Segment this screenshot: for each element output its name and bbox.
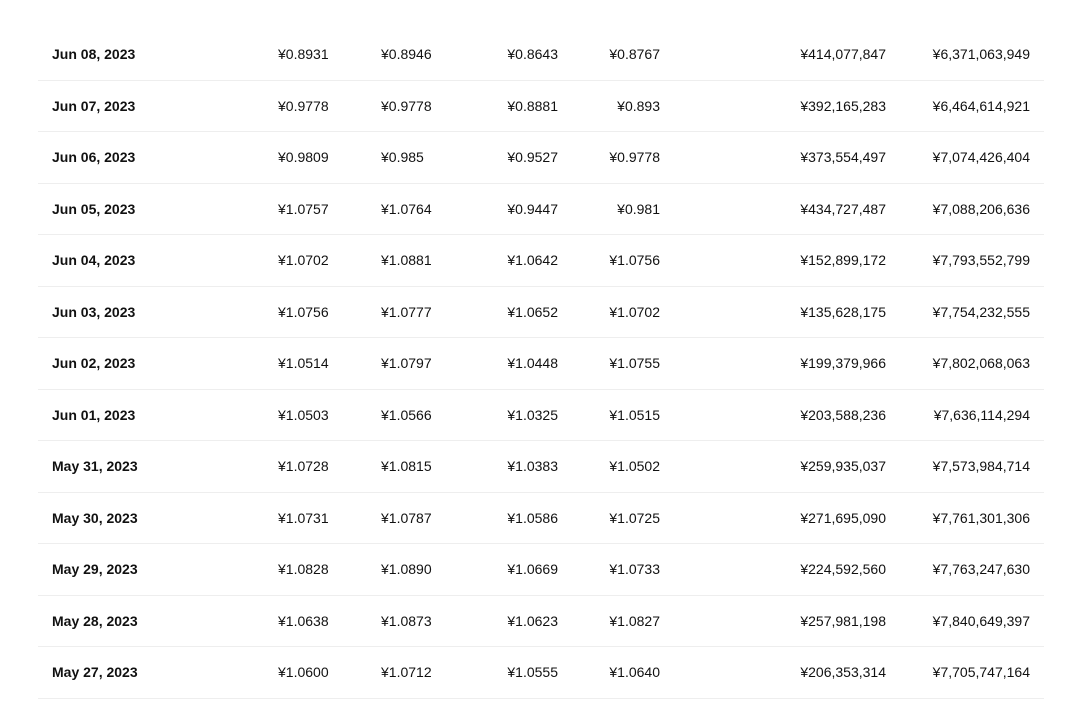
market-cap-cell: ¥6,371,063,949: [932, 46, 1030, 62]
table-row: [38, 29, 1044, 81]
market-cap-cell: ¥6,464,614,921: [932, 97, 1030, 114]
open-cell: ¥0.8931: [278, 46, 329, 62]
close-cell: ¥0.981: [617, 200, 660, 217]
volume-cell: ¥152,899,172: [800, 252, 886, 268]
volume-cell: ¥199,379,966: [800, 355, 886, 371]
close-cell: ¥1.0756: [609, 252, 660, 268]
volume-cell: ¥373,554,497: [800, 149, 886, 165]
high-cell: ¥1.0787: [381, 509, 432, 526]
open-cell: ¥1.0638: [278, 612, 329, 629]
date-cell: Jun 05, 2023: [52, 200, 136, 217]
low-cell: ¥1.0325: [507, 406, 558, 423]
table-row: [38, 441, 1044, 493]
date-cell: Jun 02, 2023: [52, 355, 136, 371]
market-cap-cell: ¥7,763,247,630: [932, 561, 1030, 577]
date-cell: Jun 07, 2023: [52, 97, 136, 114]
date-cell: Jun 06, 2023: [52, 149, 136, 165]
low-cell: ¥1.0669: [507, 561, 558, 577]
low-cell: ¥1.0623: [507, 612, 558, 629]
low-cell: ¥1.0448: [507, 355, 558, 371]
table-row: [38, 647, 1044, 699]
table-row: [38, 338, 1044, 390]
open-cell: ¥0.9809: [278, 149, 329, 165]
volume-cell: ¥271,695,090: [800, 509, 886, 526]
low-cell: ¥0.9527: [507, 149, 558, 165]
open-cell: ¥0.9778: [278, 97, 329, 114]
close-cell: ¥0.8767: [609, 46, 660, 62]
close-cell: ¥1.0733: [609, 561, 660, 577]
close-cell: ¥1.0640: [609, 664, 660, 680]
market-cap-cell: ¥7,840,649,397: [932, 612, 1030, 629]
date-cell: Jun 03, 2023: [52, 303, 136, 320]
open-cell: ¥1.0702: [278, 252, 329, 268]
volume-cell: ¥135,628,175: [800, 303, 886, 320]
high-cell: ¥0.9778: [381, 97, 432, 114]
high-cell: ¥1.0881: [381, 252, 432, 268]
volume-cell: ¥434,727,487: [800, 200, 886, 217]
open-cell: ¥1.0756: [278, 303, 329, 320]
low-cell: ¥1.0652: [507, 303, 558, 320]
low-cell: ¥0.9447: [507, 200, 558, 217]
table-row: [38, 81, 1044, 133]
high-cell: ¥1.0566: [381, 406, 432, 423]
open-cell: ¥1.0600: [278, 664, 329, 680]
date-cell: May 29, 2023: [52, 561, 138, 577]
table-row: [38, 493, 1044, 545]
low-cell: ¥0.8881: [507, 97, 558, 114]
open-cell: ¥1.0728: [278, 458, 329, 474]
volume-cell: ¥203,588,236: [800, 406, 886, 423]
volume-cell: ¥392,165,283: [800, 97, 886, 114]
date-cell: May 30, 2023: [52, 509, 138, 526]
table-row: [38, 544, 1044, 596]
market-cap-cell: ¥7,074,426,404: [932, 149, 1030, 165]
date-cell: May 31, 2023: [52, 458, 138, 474]
table-row: [38, 184, 1044, 236]
volume-cell: ¥224,592,560: [800, 561, 886, 577]
open-cell: ¥1.0514: [278, 355, 329, 371]
volume-cell: ¥257,981,198: [800, 612, 886, 629]
table-row: [38, 287, 1044, 339]
table-row: [38, 235, 1044, 287]
volume-cell: ¥259,935,037: [800, 458, 886, 474]
date-cell: May 28, 2023: [52, 612, 138, 629]
open-cell: ¥1.0828: [278, 561, 329, 577]
low-cell: ¥0.8643: [507, 46, 558, 62]
high-cell: ¥1.0712: [381, 664, 432, 680]
close-cell: ¥1.0702: [609, 303, 660, 320]
market-cap-cell: ¥7,636,114,294: [933, 406, 1030, 423]
high-cell: ¥1.0815: [381, 458, 432, 474]
low-cell: ¥1.0383: [507, 458, 558, 474]
close-cell: ¥0.9778: [609, 149, 660, 165]
date-cell: Jun 01, 2023: [52, 406, 136, 423]
close-cell: ¥1.0725: [609, 509, 660, 526]
high-cell: ¥1.0873: [381, 612, 432, 629]
open-cell: ¥1.0757: [278, 200, 329, 217]
close-cell: ¥1.0755: [609, 355, 660, 371]
close-cell: ¥1.0827: [609, 612, 660, 629]
high-cell: ¥0.8946: [381, 46, 432, 62]
high-cell: ¥0.985: [381, 149, 424, 165]
date-cell: Jun 08, 2023: [52, 46, 136, 62]
date-cell: Jun 04, 2023: [52, 252, 136, 268]
market-cap-cell: ¥7,761,301,306: [932, 509, 1030, 526]
high-cell: ¥1.0797: [381, 355, 432, 371]
date-cell: May 27, 2023: [52, 664, 138, 680]
market-cap-cell: ¥7,802,068,063: [932, 355, 1030, 371]
close-cell: ¥1.0515: [609, 406, 660, 423]
volume-cell: ¥206,353,314: [800, 664, 886, 680]
table-row: [38, 596, 1044, 648]
high-cell: ¥1.0764: [381, 200, 432, 217]
low-cell: ¥1.0555: [507, 664, 558, 680]
market-cap-cell: ¥7,573,984,714: [932, 458, 1030, 474]
open-cell: ¥1.0731: [278, 509, 329, 526]
open-cell: ¥1.0503: [278, 406, 329, 423]
close-cell: ¥0.893: [617, 97, 660, 114]
market-cap-cell: ¥7,705,747,164: [932, 664, 1030, 680]
table-row: [38, 390, 1044, 442]
market-cap-cell: ¥7,793,552,799: [932, 252, 1030, 268]
table-row: [38, 132, 1044, 184]
volume-cell: ¥414,077,847: [800, 46, 886, 62]
low-cell: ¥1.0642: [507, 252, 558, 268]
high-cell: ¥1.0890: [381, 561, 432, 577]
market-cap-cell: ¥7,754,232,555: [932, 303, 1030, 320]
market-cap-cell: ¥7,088,206,636: [932, 200, 1030, 217]
low-cell: ¥1.0586: [507, 509, 558, 526]
high-cell: ¥1.0777: [381, 303, 432, 320]
price-history-table: [38, 29, 1044, 699]
close-cell: ¥1.0502: [609, 458, 660, 474]
